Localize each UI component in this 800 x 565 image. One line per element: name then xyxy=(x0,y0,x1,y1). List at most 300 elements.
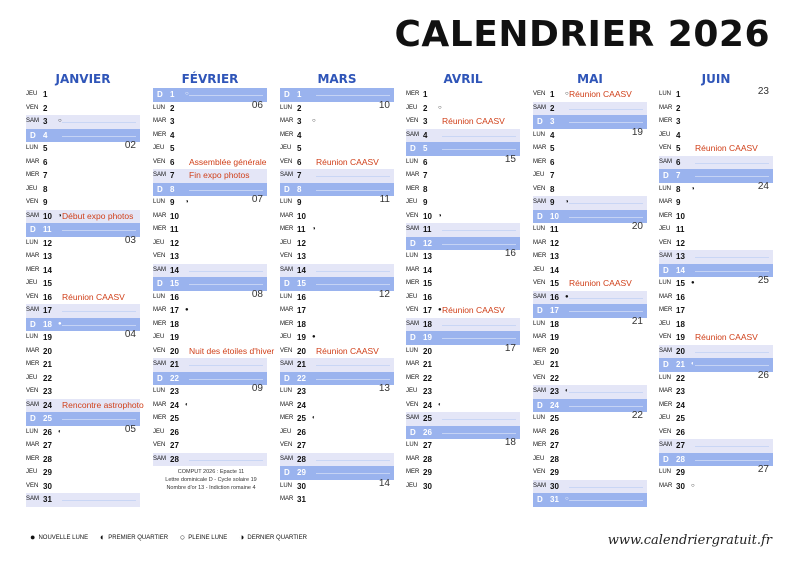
weekday-label: JEU xyxy=(406,104,418,111)
day-row xyxy=(659,304,773,318)
weekday-label: SAM xyxy=(406,320,420,327)
day-number: 23 xyxy=(676,387,685,396)
day-row xyxy=(406,439,520,453)
day-row xyxy=(280,318,394,332)
day-number: 16 xyxy=(43,292,52,302)
day-row xyxy=(280,196,394,210)
weekday-label: VEN xyxy=(153,347,166,354)
day-row xyxy=(280,183,394,197)
comput-line: Nombre d'or 13 - Indiction romaine 4 xyxy=(166,485,256,491)
weekday-label: LUN xyxy=(533,320,546,327)
day-row xyxy=(533,88,647,102)
day-row xyxy=(280,345,394,359)
day-row xyxy=(280,169,394,183)
day-row xyxy=(659,180,773,197)
day-number: 16 xyxy=(676,292,685,302)
writing-line xyxy=(569,487,643,488)
day-number: 22 xyxy=(423,373,432,383)
day-row xyxy=(26,223,140,237)
day-row xyxy=(26,210,140,224)
weekday-label: JEU xyxy=(280,239,292,246)
weekday-label: VEN xyxy=(533,469,546,475)
week-number: 04 xyxy=(124,329,136,340)
week-number: 09 xyxy=(251,383,263,394)
day-row xyxy=(659,237,773,251)
day-number: 23 xyxy=(170,387,179,396)
day-number: 29 xyxy=(550,468,559,477)
day-number: 23 xyxy=(43,387,52,396)
moon-legend xyxy=(30,532,317,542)
day-row xyxy=(26,466,140,480)
day-row xyxy=(26,88,140,102)
weekday-label: MAR xyxy=(26,442,40,448)
weekday-label: MER xyxy=(280,415,294,421)
day-row xyxy=(153,412,267,426)
week-number: 19 xyxy=(631,126,643,138)
weekday-label: MER xyxy=(153,320,167,327)
day-number: 14 xyxy=(170,265,179,275)
writing-line xyxy=(442,419,516,420)
day-number: 7 xyxy=(676,171,681,180)
writing-line xyxy=(569,392,643,393)
weekday-label: JEU xyxy=(659,131,671,138)
weekday-label: JEU xyxy=(280,145,292,151)
weekday-label: MAR xyxy=(26,347,40,354)
day-row xyxy=(406,399,520,413)
day-number: 1 xyxy=(43,90,48,99)
day-row xyxy=(406,153,520,170)
writing-line xyxy=(62,136,136,137)
day-row xyxy=(659,250,773,264)
day-row xyxy=(533,372,647,386)
day-row xyxy=(280,210,394,224)
weekday-label: SAM xyxy=(280,361,294,367)
moon-phase-icon: ◐ xyxy=(185,401,189,408)
day-row xyxy=(659,345,773,359)
weekday-label: JEU xyxy=(406,388,418,394)
day-row xyxy=(280,223,394,237)
weekday-label: D xyxy=(410,427,416,437)
month-name: JANVIER xyxy=(55,72,111,86)
day-number: 13 xyxy=(676,252,685,261)
day-number: 11 xyxy=(43,225,52,234)
day-number: 4 xyxy=(43,130,48,140)
day-number: 10 xyxy=(423,211,432,221)
day-row xyxy=(280,156,394,170)
day-number: 6 xyxy=(43,157,48,167)
weekday-label: MAR xyxy=(533,145,547,151)
weekday-label: VEN xyxy=(26,199,39,205)
day-number: 27 xyxy=(297,441,306,450)
day-row xyxy=(659,115,773,129)
day-row xyxy=(659,210,773,224)
month-name: MAI xyxy=(577,72,603,86)
weekday-label: JEU xyxy=(26,374,38,381)
weekday-label: LUN xyxy=(280,388,293,394)
day-row xyxy=(280,399,394,413)
weekday-label: VEN xyxy=(406,212,419,219)
weekday-label: MAR xyxy=(280,118,294,124)
moon-phase-icon: ◑ xyxy=(565,199,569,205)
weekday-label: LUN xyxy=(406,347,419,354)
weekday-label: MER xyxy=(659,401,673,408)
weekday-label: MAR xyxy=(280,401,294,408)
week-number: 20 xyxy=(631,221,643,232)
event-label: Réunion CAASV xyxy=(62,291,125,302)
weekday-label: D xyxy=(663,171,669,180)
weekday-label: VEN xyxy=(533,374,546,381)
day-row xyxy=(659,88,773,102)
weekday-label: MER xyxy=(26,455,40,462)
day-number: 25 xyxy=(423,414,432,423)
day-row xyxy=(26,439,140,453)
day-number: 25 xyxy=(676,414,685,423)
weekday-label: SAM xyxy=(533,293,547,300)
writing-line xyxy=(189,284,263,285)
day-number: 19 xyxy=(550,333,559,342)
day-row xyxy=(26,102,140,116)
day-number: 5 xyxy=(550,144,555,153)
day-row xyxy=(659,291,773,305)
weekday-label: D xyxy=(537,495,543,504)
day-row xyxy=(533,250,647,264)
moon-phase-icon: ○ xyxy=(565,496,569,502)
weekday-label: JEU xyxy=(153,334,165,340)
day-number: 1 xyxy=(550,90,555,99)
moon-phase-icon: ◐ xyxy=(565,388,569,394)
day-number: 19 xyxy=(43,333,52,342)
day-number: 12 xyxy=(676,238,685,248)
day-row xyxy=(153,156,267,170)
day-number: 15 xyxy=(43,279,52,288)
day-number: 24 xyxy=(297,400,306,410)
day-row xyxy=(26,291,140,305)
day-number: 28 xyxy=(550,454,559,464)
day-number: 6 xyxy=(170,157,175,167)
day-number: 13 xyxy=(550,252,559,261)
day-number: 21 xyxy=(423,360,432,369)
day-number: 3 xyxy=(550,117,555,126)
week-number: 16 xyxy=(504,248,516,259)
day-number: 25 xyxy=(297,414,306,423)
weekday-label: LUN xyxy=(26,239,39,246)
day-row xyxy=(280,358,394,372)
day-number: 9 xyxy=(423,198,428,207)
day-number: 30 xyxy=(550,481,559,491)
event-label: Réunion CAASV xyxy=(442,116,505,126)
weekday-label: D xyxy=(30,319,36,329)
weekday-label: VEN xyxy=(26,388,39,394)
day-row xyxy=(280,288,394,305)
weekday-label: D xyxy=(410,238,416,248)
weekday-label: MAR xyxy=(26,158,40,165)
day-number: 3 xyxy=(423,117,428,126)
day-number: 19 xyxy=(423,333,432,342)
day-row xyxy=(533,493,647,507)
day-number: 26 xyxy=(170,427,179,437)
event-label: Réunion CAASV xyxy=(316,156,379,167)
day-number: 28 xyxy=(676,454,685,464)
day-row xyxy=(26,453,140,467)
comput-line: Lettre dominicale D - Cycle solaire 19 xyxy=(165,477,257,483)
day-row xyxy=(406,196,520,210)
week-number: 06 xyxy=(251,99,263,111)
day-number: 8 xyxy=(43,184,48,194)
day-row xyxy=(659,399,773,413)
new-moon-icon: ● xyxy=(30,532,36,542)
day-row xyxy=(406,210,520,224)
day-number: 1 xyxy=(676,90,681,99)
moon-phase-icon: ● xyxy=(565,293,569,300)
weekday-label: VEN xyxy=(26,293,39,300)
weekday-label: LUN xyxy=(533,415,546,421)
day-row xyxy=(659,264,773,278)
day-number: 28 xyxy=(297,454,306,464)
day-row xyxy=(659,385,773,399)
writing-line xyxy=(316,460,390,461)
day-number: 13 xyxy=(297,252,306,261)
day-number: 24 xyxy=(550,400,559,410)
day-number: 18 xyxy=(550,319,559,329)
day-number: 15 xyxy=(170,279,179,288)
weekday-label: D xyxy=(284,468,290,477)
website-link[interactable]: www.calendriergratuit.fr xyxy=(607,533,772,548)
day-row xyxy=(153,99,267,116)
day-row xyxy=(659,466,773,480)
moon-phase-icon: ◑ xyxy=(691,185,695,192)
day-number: 29 xyxy=(423,468,432,477)
day-number: 17 xyxy=(423,306,432,315)
day-row xyxy=(26,358,140,372)
weekday-label: JEU xyxy=(280,428,292,435)
weekday-label: VEN xyxy=(406,401,419,408)
weekday-label: MAR xyxy=(659,104,673,111)
day-row xyxy=(153,426,267,440)
day-number: 26 xyxy=(550,427,559,437)
weekday-label: MAR xyxy=(153,401,167,408)
writing-line xyxy=(62,230,136,231)
weekday-label: LUN xyxy=(659,374,672,381)
day-number: 28 xyxy=(423,454,432,464)
day-number: 19 xyxy=(297,333,306,342)
weekday-label: VEN xyxy=(659,239,672,246)
weekday-label: VEN xyxy=(280,158,293,165)
day-row xyxy=(659,142,773,156)
day-row xyxy=(26,250,140,264)
full-moon-icon: ○ xyxy=(179,532,186,542)
day-row xyxy=(26,331,140,345)
week-number: 13 xyxy=(378,383,390,394)
day-row xyxy=(659,277,773,291)
event-label: Réunion CAASV xyxy=(316,345,379,356)
day-number: 15 xyxy=(550,279,559,288)
moon-phase-icon: ◐ xyxy=(312,415,316,421)
week-number: 11 xyxy=(379,194,390,205)
weekday-label: D xyxy=(537,306,543,315)
weekday-label: VEN xyxy=(26,482,39,489)
day-number: 16 xyxy=(423,292,432,302)
writing-line xyxy=(569,406,643,407)
day-number: 24 xyxy=(43,400,52,410)
writing-line xyxy=(695,257,769,258)
day-number: 9 xyxy=(550,198,555,207)
day-row xyxy=(153,399,267,413)
weekday-label: LUN xyxy=(406,253,419,259)
day-row xyxy=(533,315,647,332)
day-number: 26 xyxy=(43,427,52,437)
weekday-label: LUN xyxy=(533,226,546,232)
day-row xyxy=(406,102,520,116)
writing-line xyxy=(569,298,643,299)
writing-line xyxy=(695,176,769,177)
weekday-label: VEN xyxy=(153,158,166,165)
writing-line xyxy=(442,136,516,137)
writing-line xyxy=(695,271,769,272)
event-label: Fin expo photos xyxy=(189,170,250,180)
weekday-label: JEU xyxy=(533,361,545,367)
day-row xyxy=(26,129,140,143)
day-row xyxy=(280,412,394,426)
day-row xyxy=(659,426,773,440)
day-number: 5 xyxy=(297,144,302,153)
day-row xyxy=(26,480,140,494)
week-number: 10 xyxy=(378,99,390,111)
day-number: 8 xyxy=(170,184,175,194)
day-number: 23 xyxy=(423,387,432,396)
weekday-label: D xyxy=(410,333,416,342)
day-number: 20 xyxy=(170,346,179,356)
weekday-label: D xyxy=(410,144,416,153)
day-number: 19 xyxy=(170,333,179,342)
day-row xyxy=(153,115,267,129)
day-row xyxy=(153,210,267,224)
weekday-label: MAR xyxy=(659,388,673,394)
day-number: 27 xyxy=(170,441,179,450)
weekday-label: D xyxy=(157,90,163,99)
weekday-label: SAM xyxy=(153,455,167,462)
weekday-label: D xyxy=(663,265,669,275)
month-column xyxy=(406,70,520,493)
day-row xyxy=(26,345,140,359)
day-row xyxy=(533,345,647,359)
day-row xyxy=(153,331,267,345)
writing-line xyxy=(569,217,643,218)
day-number: 4 xyxy=(170,130,175,140)
weekday-label: MER xyxy=(153,131,167,138)
week-number: 24 xyxy=(757,180,769,192)
day-row xyxy=(406,385,520,399)
day-row xyxy=(26,142,140,156)
weekday-label: SAM xyxy=(153,172,167,178)
day-row xyxy=(659,196,773,210)
day-row xyxy=(280,493,394,507)
day-number: 23 xyxy=(550,387,559,396)
day-row xyxy=(533,304,647,318)
moon-phase-icon: ○ xyxy=(312,118,316,124)
day-number: 5 xyxy=(676,144,681,153)
weekday-label: LUN xyxy=(26,145,39,151)
day-number: 7 xyxy=(297,171,302,180)
day-row xyxy=(153,358,267,372)
weekday-label: MER xyxy=(406,469,420,475)
day-number: 17 xyxy=(170,306,179,315)
day-number: 15 xyxy=(297,279,306,288)
day-number: 2 xyxy=(676,103,681,113)
day-number: 7 xyxy=(43,171,48,180)
weekday-label: JEU xyxy=(533,455,545,462)
weekday-label: VEN xyxy=(533,91,546,97)
writing-line xyxy=(442,433,516,434)
month-column xyxy=(26,70,144,507)
day-number: 17 xyxy=(676,306,685,315)
day-row xyxy=(26,183,140,197)
writing-line xyxy=(62,311,136,312)
weekday-label: SAM xyxy=(280,455,294,462)
comput-info xyxy=(152,468,270,492)
weekday-label: MER xyxy=(533,442,547,448)
day-row xyxy=(26,318,140,332)
day-row xyxy=(26,493,140,507)
weekday-label: D xyxy=(663,360,669,369)
moon-phase-icon: ◐ xyxy=(58,428,62,435)
day-number: 9 xyxy=(43,198,48,207)
weekday-label: SAM xyxy=(280,172,294,178)
weekday-label: SAM xyxy=(406,226,420,232)
day-row xyxy=(406,129,520,143)
day-number: 2 xyxy=(550,103,555,113)
weekday-label: VEN xyxy=(280,347,293,354)
day-row xyxy=(659,169,773,183)
event-label: Assemblée générale xyxy=(189,156,267,167)
day-row xyxy=(153,250,267,264)
day-number: 31 xyxy=(550,495,559,504)
weekday-label: MAR xyxy=(280,212,294,219)
weekday-label: SAM xyxy=(26,496,40,502)
day-number: 17 xyxy=(550,306,559,315)
week-number: 02 xyxy=(124,140,136,151)
day-number: 20 xyxy=(676,346,685,356)
weekday-label: MAR xyxy=(659,293,673,300)
writing-line xyxy=(569,203,643,204)
weekday-label: SAM xyxy=(659,347,673,354)
weekday-label: D xyxy=(537,400,543,410)
day-number: 28 xyxy=(170,454,179,464)
day-row xyxy=(406,291,520,305)
moon-phase-icon: ◐ xyxy=(691,361,695,367)
weekday-label: MER xyxy=(26,266,40,273)
day-number: 22 xyxy=(297,373,306,383)
day-row xyxy=(280,142,394,156)
day-row xyxy=(406,223,520,237)
day-number: 25 xyxy=(550,414,559,423)
writing-line xyxy=(695,365,769,366)
weekday-label: D xyxy=(157,184,163,194)
writing-line xyxy=(316,176,390,177)
day-row xyxy=(26,115,140,129)
moon-phase-icon: ◑ xyxy=(438,212,442,219)
weekday-label: JEU xyxy=(533,266,545,273)
day-number: 1 xyxy=(423,90,428,99)
day-row xyxy=(533,156,647,170)
day-number: 1 xyxy=(297,90,302,99)
first-quarter-icon: ◐ xyxy=(99,532,106,542)
weekday-label: LUN xyxy=(280,104,293,111)
day-row xyxy=(153,129,267,143)
day-number: 2 xyxy=(170,103,175,113)
day-row xyxy=(26,169,140,183)
week-number: 17 xyxy=(504,342,516,354)
day-number: 13 xyxy=(170,252,179,261)
